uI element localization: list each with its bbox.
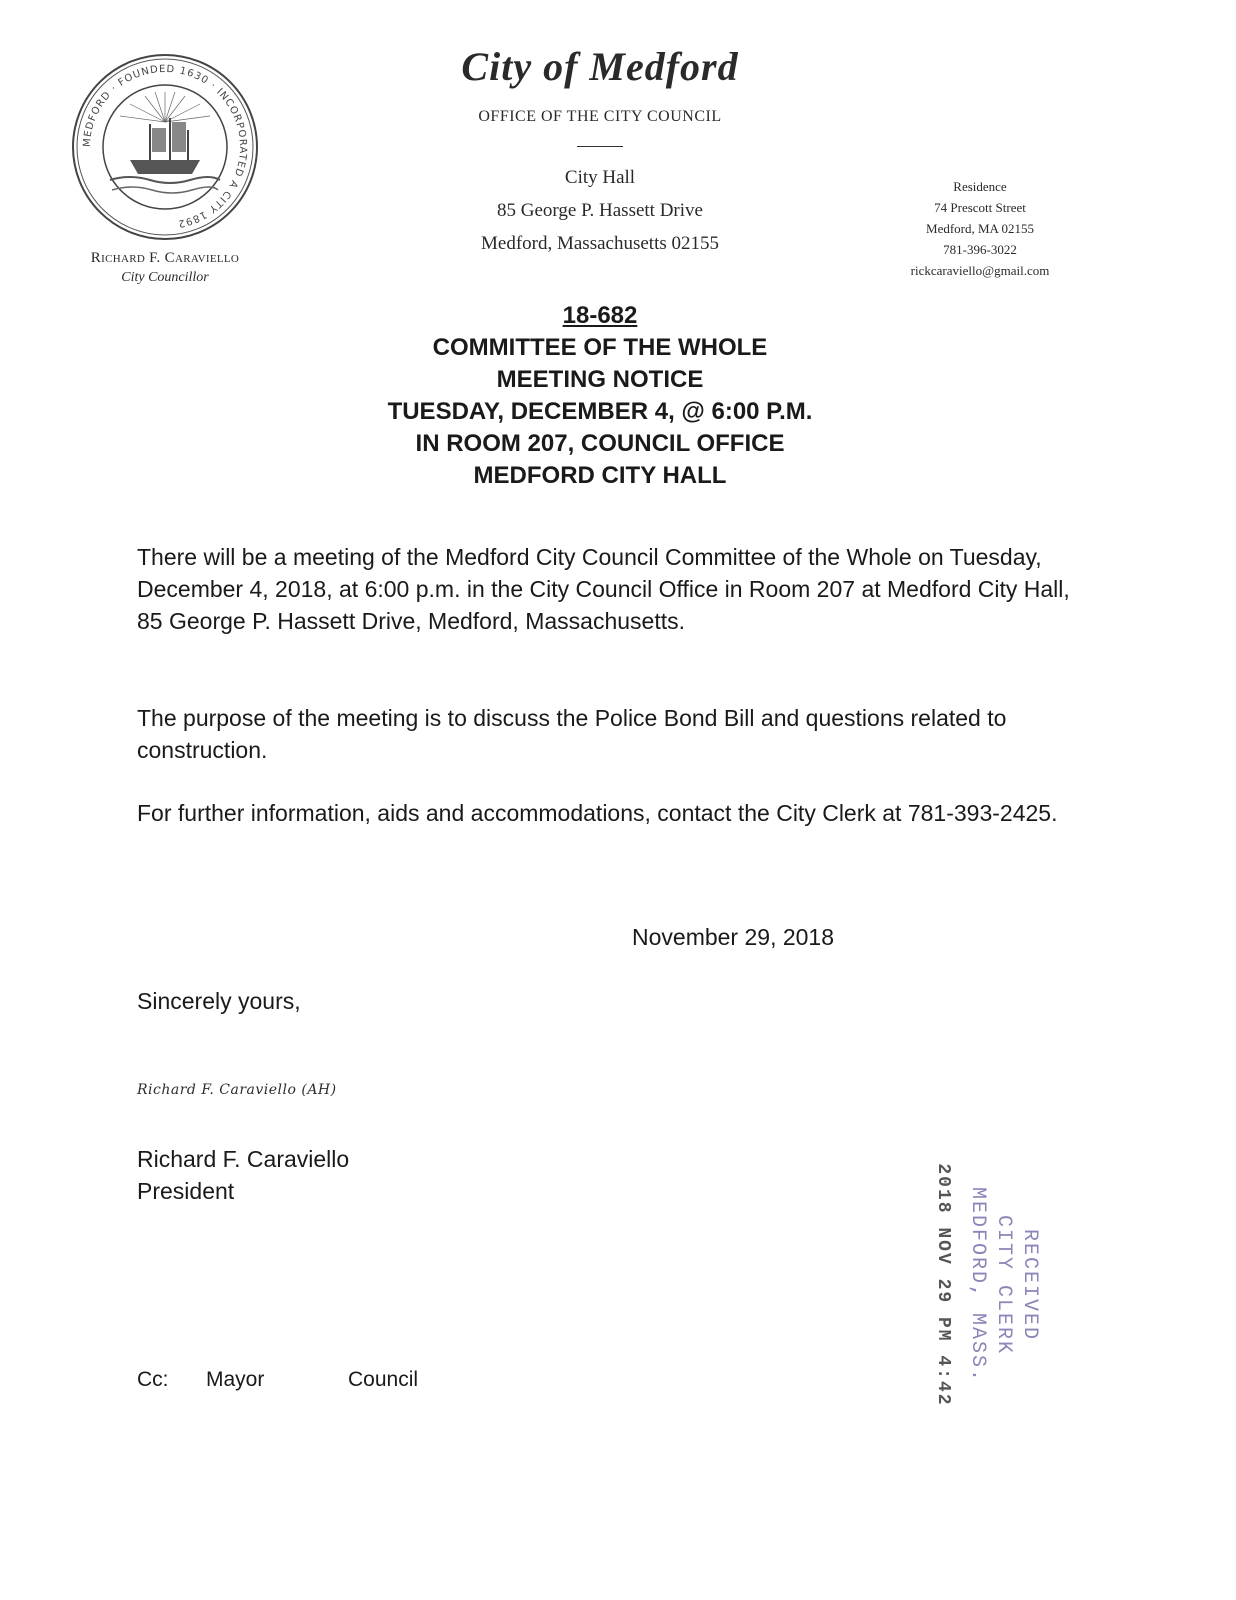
residence-block bbox=[880, 176, 1080, 281]
divider bbox=[577, 146, 623, 147]
notice-line: MEDFORD CITY HALL bbox=[473, 462, 727, 489]
notice-line: MEETING NOTICE bbox=[496, 366, 704, 393]
councillor-title: City Councillor bbox=[121, 270, 209, 285]
body-paragraph-meeting: There will be a meeting of the Medford City Council Committee of the Whole on Tuesday, December 4, 2018, at 6:00 p.m. in the City Council Office in Room 207 at Medford City Hall, 85 George P. Hassett Drive, Medford, Massachusetts. bbox=[137, 544, 1070, 634]
address-line: City Hall bbox=[564, 167, 636, 188]
notice-heading bbox=[300, 300, 900, 492]
city-seal bbox=[70, 52, 260, 242]
signer-title: President bbox=[137, 1178, 235, 1204]
cc-recipient: Mayor bbox=[206, 1368, 265, 1391]
residence-street: 74 Prescott Street bbox=[934, 200, 1026, 215]
seal-icon bbox=[70, 52, 260, 242]
address-line: 85 George P. Hassett Drive bbox=[497, 200, 703, 221]
letterhead bbox=[380, 40, 820, 260]
cc-label: Cc: bbox=[137, 1368, 169, 1391]
address-line: Medford, Massachusetts 02155 bbox=[481, 233, 719, 254]
notice-line: IN ROOM 207, COUNCIL OFFICE bbox=[415, 430, 785, 457]
residence-email: rickcaraviello@gmail.com bbox=[910, 263, 1050, 278]
body-paragraph-purpose: The purpose of the meeting is to discuss the Police Bond Bill and questions related to construction. bbox=[137, 705, 1007, 763]
signer-block bbox=[137, 1143, 349, 1207]
councillor-block bbox=[50, 250, 280, 286]
stamp-line: MEDFORD, MASS. bbox=[966, 1186, 989, 1384]
residence-phone: 781-396-3022 bbox=[943, 242, 1017, 257]
body-paragraph-contact: For further information, aids and accommodations, contact the City Clerk at 781-393-2425. bbox=[137, 800, 1058, 826]
notice-line: TUESDAY, DECEMBER 4, @ 6:00 P.M. bbox=[387, 398, 813, 425]
closing: Sincerely yours, bbox=[137, 988, 301, 1014]
office-line: OFFICE OF THE CITY COUNCIL bbox=[478, 108, 722, 125]
stamp-datetime: 2018 NOV 29 PM 4:42 bbox=[933, 1163, 953, 1407]
signer-name: Richard F. Caraviello bbox=[137, 1146, 350, 1172]
seal-text: MEDFORD · FOUNDED 1630 · INCORPORATED A CITY 1892 bbox=[81, 63, 249, 229]
notice-number: 18-682 bbox=[562, 302, 638, 329]
residence-city: Medford, MA 02155 bbox=[926, 221, 1034, 236]
residence-label: Residence bbox=[953, 179, 1007, 194]
signature: Richard F. Caraviello (AH) bbox=[137, 1082, 337, 1098]
stamp-line: RECEIVED bbox=[1018, 1228, 1041, 1341]
councillor-name: Richard F. Caraviello bbox=[90, 250, 240, 266]
city-title: City of Medford bbox=[461, 44, 739, 89]
cc-recipient: Council bbox=[348, 1368, 419, 1391]
notice-line: COMMITTEE OF THE WHOLE bbox=[432, 334, 768, 361]
letter-date: November 29, 2018 bbox=[632, 924, 835, 950]
stamp-line: CITY CLERK bbox=[992, 1214, 1015, 1356]
